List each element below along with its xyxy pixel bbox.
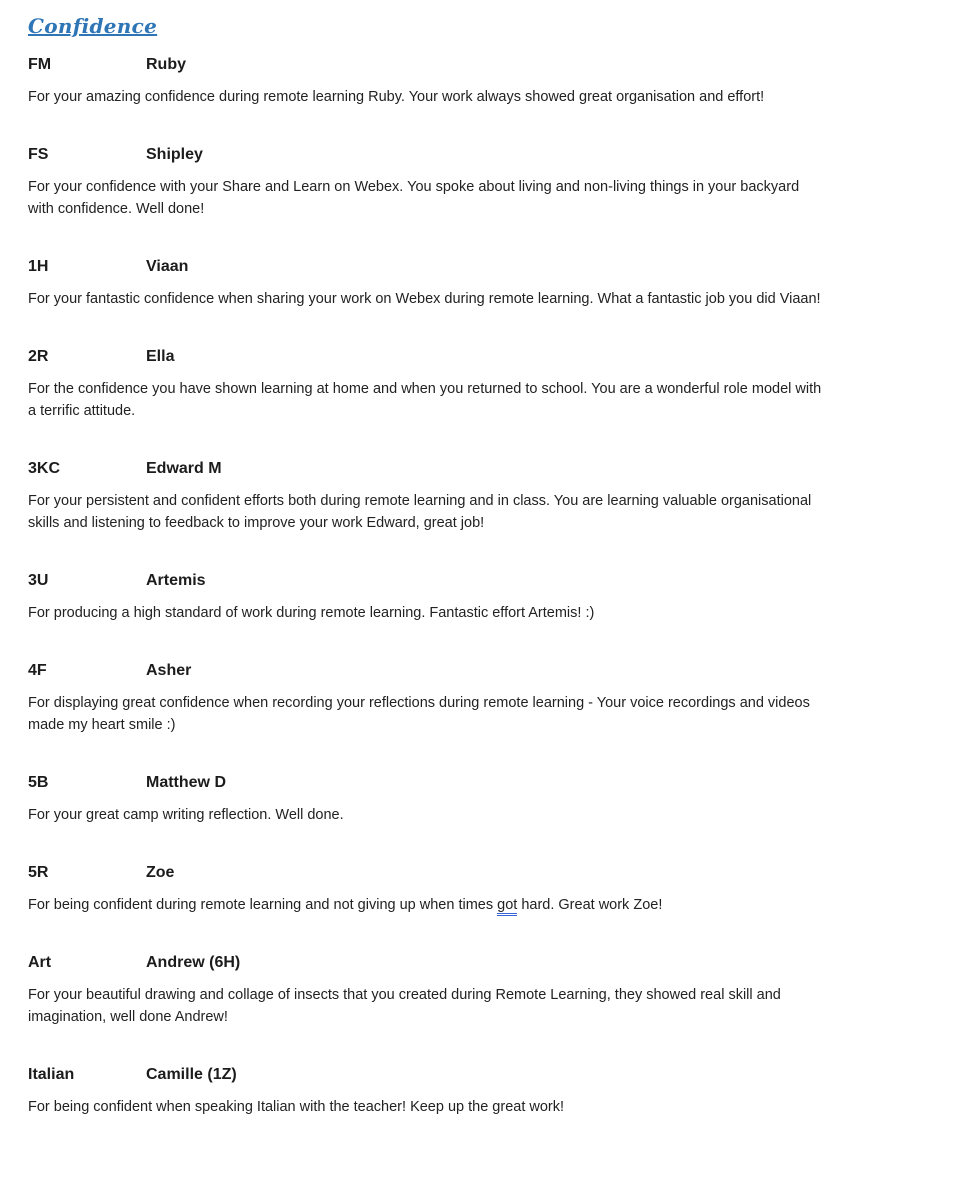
student-name: Zoe <box>146 864 175 881</box>
award-citation: For your beautiful drawing and collage of insects that you created during Remote Learning, they showed real skill and imagination, well done Andrew! <box>28 987 781 1025</box>
award-entry-fs <box>28 144 935 220</box>
award-list <box>28 54 935 1118</box>
class-code: FM <box>28 56 52 73</box>
student-name: Ruby <box>146 56 186 73</box>
award-entry-1h <box>28 256 935 310</box>
student-name: Matthew D <box>146 774 226 791</box>
award-entry-2r <box>28 346 935 422</box>
award-citation: For your confidence with your Share and Learn on Webex. You spoke about living and non-living things in your backyard with confidence. Well done! <box>28 179 800 217</box>
award-entry-header <box>28 256 935 278</box>
award-entry-3kc <box>28 458 935 534</box>
award-entry-header <box>28 144 935 166</box>
award-entry-header <box>28 660 935 682</box>
class-code: FS <box>28 146 49 163</box>
student-name: Edward M <box>146 460 222 477</box>
award-entry-5r <box>28 862 935 916</box>
class-code: 2R <box>28 348 49 365</box>
award-entry-fm <box>28 54 935 108</box>
student-name: Camille (1Z) <box>146 1066 237 1083</box>
document-title: Confidence <box>28 14 158 38</box>
award-entry-art <box>28 952 935 1028</box>
award-entry-header <box>28 952 935 974</box>
award-entry-header <box>28 346 935 368</box>
award-entry-header <box>28 570 935 592</box>
class-code: 3U <box>28 572 49 589</box>
award-entry-4f <box>28 660 935 736</box>
class-code: 5B <box>28 774 49 791</box>
citation-text-before: For being confident during remote learning and not giving up when times <box>28 897 498 913</box>
student-name: Ella <box>146 348 175 365</box>
student-name: Shipley <box>146 146 203 163</box>
class-code: 3KC <box>28 460 61 477</box>
award-entry-italian <box>28 1064 935 1118</box>
award-citation: For the confidence you have shown learning at home and when you returned to school. You are a wonderful role model with a terrific attitude. <box>28 381 822 419</box>
grammar-check-underlined-word: got <box>497 897 517 916</box>
award-entry-header <box>28 772 935 794</box>
student-name: Andrew (6H) <box>146 954 241 971</box>
award-citation <box>28 894 828 916</box>
class-code: 5R <box>28 864 49 881</box>
award-citation: For being confident when speaking Italian with the teacher! Keep up the great work! <box>28 1099 565 1115</box>
award-citation: For producing a high standard of work during remote learning. Fantastic effort Artemis! :) <box>28 605 595 621</box>
award-citation: For your persistent and confident efforts both during remote learning and in class. You are learning valuable organisational skills and listening to feedback to improve your work Edward, great job! <box>28 493 812 531</box>
award-citation: For your great camp writing reflection. Well done. <box>28 807 344 823</box>
award-entry-3u <box>28 570 935 624</box>
class-code: Italian <box>28 1066 75 1083</box>
citation-text-after: hard. Great work Zoe! <box>517 897 663 913</box>
award-citation: For your amazing confidence during remote learning Ruby. Your work always showed great organisation and effort! <box>28 89 765 105</box>
class-code: Art <box>28 954 52 971</box>
award-citation: For displaying great confidence when recording your reflections during remote learning - Your voice recordings and videos made my heart smile :) <box>28 695 810 733</box>
award-entry-header <box>28 1064 935 1086</box>
award-entry-header <box>28 458 935 480</box>
class-code: 4F <box>28 662 47 679</box>
student-name: Viaan <box>146 258 189 275</box>
award-entry-5b <box>28 772 935 826</box>
student-name: Artemis <box>146 572 206 589</box>
award-entry-header <box>28 54 935 76</box>
award-entry-header <box>28 862 935 884</box>
award-citation: For your fantastic confidence when sharing your work on Webex during remote learning. What a fantastic job you did Viaan! <box>28 291 821 307</box>
class-code: 1H <box>28 258 49 275</box>
student-name: Asher <box>146 662 192 679</box>
